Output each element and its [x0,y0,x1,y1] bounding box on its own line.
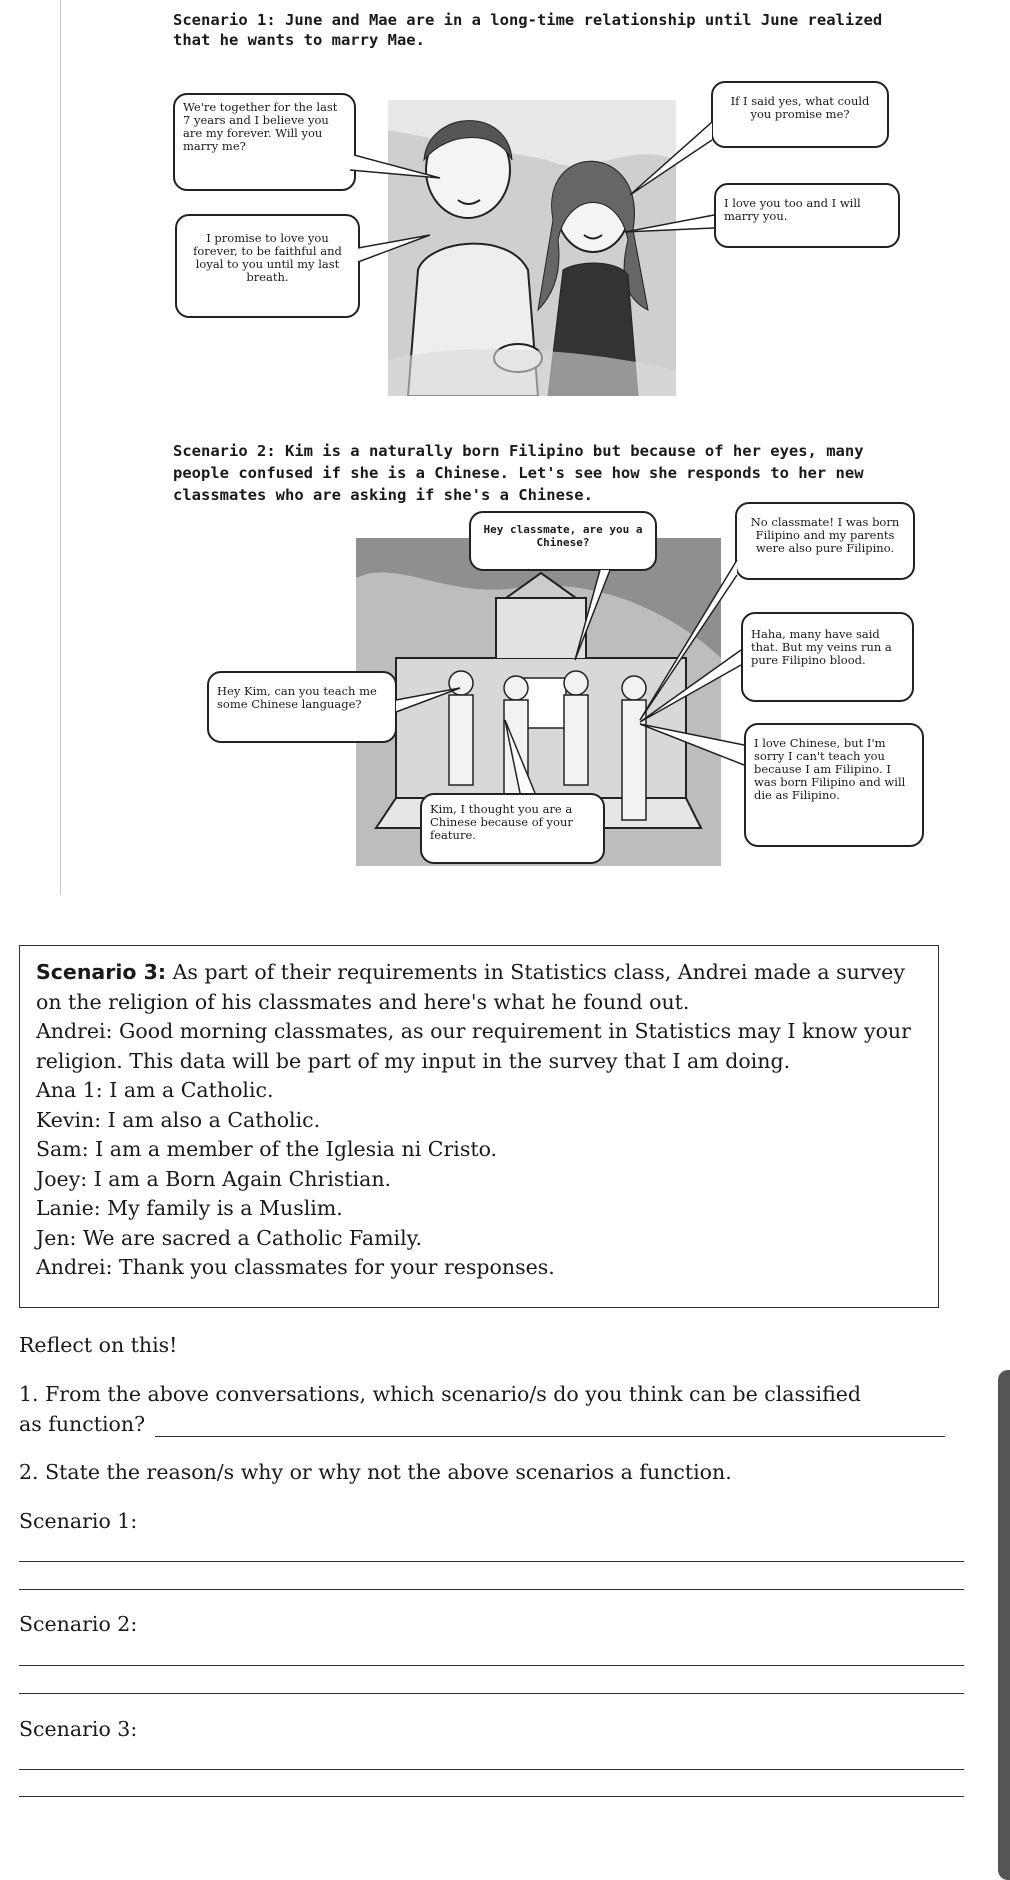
answer-line-scenario-1b[interactable] [19,1589,964,1590]
speech-bubble-classmate-remark: Kim, I thought you are a Chinese because of your feature. [420,793,605,864]
reflect-heading: Reflect on this! [19,1333,178,1357]
answer-line-scenario-2b[interactable] [19,1693,964,1694]
scenario2-title: Scenario 2: Kim is a naturally born Filipino but because of her eyes, many people confused if she is a Chinese. Let's see how she responds to her new classmates who are asking if she's a Chinese. [173,442,864,504]
dialogue-line: Andrei: Thank you classmates for your responses. [36,1255,555,1279]
scenario-3-answer-label: Scenario 3: [19,1717,138,1741]
scenario-1-answer-label: Scenario 1: [19,1509,138,1533]
dialogue-line: Kevin: I am also a Catholic. [36,1107,321,1132]
answer-line-scenario-1a[interactable] [19,1561,964,1562]
scenario1-illustration [388,100,676,396]
dialogue-line: Joey: I am a Born Again Christian. [36,1166,392,1191]
question-1-line-2: as function? [19,1412,146,1436]
question-2: 2. State the reason/s why or why not the above scenarios a function. [19,1460,732,1484]
answer-line-scenario-3b[interactable] [19,1796,964,1797]
dialogue-line: Jen: We are sacred a Catholic Family. [36,1225,423,1250]
answer-line-scenario-2a[interactable] [19,1665,964,1666]
page-edge-shadow [998,1370,1010,1880]
speech-bubble-kim-reply-1: No classmate! I was born Filipino and my parents were also pure Filipino. [735,502,915,580]
scenario3-label: Scenario 3: [36,960,167,984]
speech-bubble-kim-reply-2: Haha, many have said that. But my veins run a pure Filipino blood. [741,612,914,702]
speech-bubble-kim-reply-3: I love Chinese, but I'm sorry I can't teach you because I am Filipino. I was born Filipino and will die as Filipino. [744,723,924,847]
couple-drawing [388,100,676,396]
scenario-2-answer-label: Scenario 2: [19,1612,138,1636]
answer-line-q1[interactable] [155,1436,945,1437]
speech-bubble-june-proposal: We're together for the last 7 years and I believe you are my forever. Will you marry me? [173,93,356,191]
dialogue-line: Ana 1: I am a Catholic. [36,1078,274,1102]
scenario1-title: Scenario 1: June and Mae are in a long-time relationship until June realized that he wants to marry Mae. [173,11,883,49]
dialogue-line: Sam: I am a member of the Iglesia ni Cristo. [36,1137,498,1161]
dialogue-line: Lanie: My family is a Muslim. [36,1196,343,1220]
scenario3-intro: As part of their requirements in Statistics class, Andrei made a survey on the religion of his classmates and here's what he found out. [36,960,905,1014]
speech-bubble-classmate-question: Hey classmate, are you a Chinese? [469,511,657,571]
scenario3-box [19,945,939,1308]
speech-bubble-june-promise: I promise to love you forever, to be faithful and loyal to you until my last breath. [175,214,360,318]
question-1-line-1: 1. From the above conversations, which scenario/s do you think can be classified [19,1382,862,1406]
answer-line-scenario-3a[interactable] [19,1769,964,1770]
speech-bubble-classmate-request: Hey Kim, can you teach me some Chinese language? [207,671,397,743]
speech-bubble-mae-answer: I love you too and I will marry you. [714,183,900,248]
dialogue-line: Andrei: Good morning classmates, as our requirement in Statistics may I know your religion. This data will be part of my input in the survey that I am doing. [36,1019,911,1073]
speech-bubble-mae-question: If I said yes, what could you promise me? [711,81,889,148]
left-margin-rule [60,0,61,895]
